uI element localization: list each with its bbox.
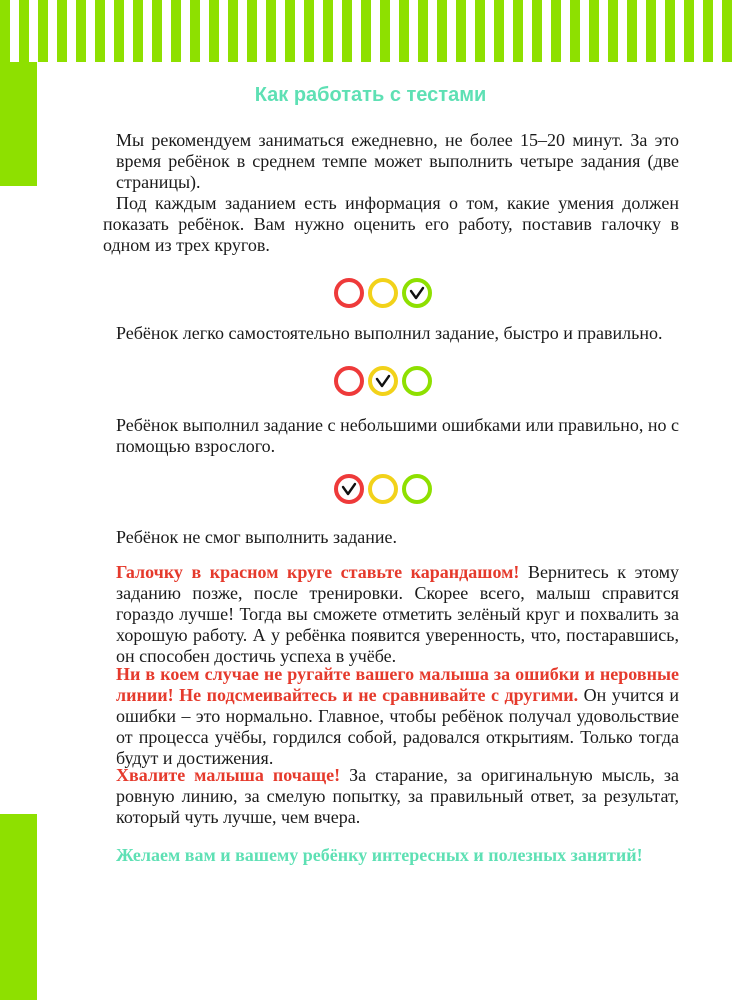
- page-title: Как работать с тестами: [254, 84, 487, 106]
- rating-description-green: Ребёнок легко самостоятельно выполнил задание, быстро и правильно.: [116, 323, 663, 343]
- green-circle-icon: [402, 366, 432, 396]
- checkmark-icon: [409, 285, 425, 301]
- checkmark-icon: [375, 373, 391, 389]
- advice-paragraph-1: [116, 562, 679, 667]
- yellow-circle-icon: [368, 366, 398, 396]
- advice-paragraph-3: [116, 765, 679, 828]
- advice-1-emphasis: Галочку в красном круге ставьте карандашом!: [116, 562, 520, 582]
- red-circle-icon: [334, 474, 364, 504]
- rating-circles-red: [334, 474, 434, 504]
- rating-circles-yellow: [334, 366, 434, 396]
- left-green-bar-top: [0, 62, 37, 186]
- red-circle-icon: [334, 278, 364, 308]
- closing-wish: Желаем вам и вашему ребёнку интересных и полезных занятий!: [116, 845, 643, 865]
- red-circle-icon: [334, 366, 364, 396]
- intro-paragraph-1: Мы рекомендуем заниматься ежедневно, не более 15–20 минут. За это время ребёнок в среднем темпе может выполнить четыре задания (две страницы).: [116, 130, 679, 192]
- green-circle-icon: [402, 474, 432, 504]
- yellow-circle-icon: [368, 278, 398, 308]
- left-green-bar-bottom: [0, 814, 37, 1000]
- rating-description-yellow: Ребёнок выполнил задание с небольшими ошибками или правильно, но с помощью взрослого.: [116, 415, 679, 456]
- advice-2-text: Он учится и ошибки – это нормально. Главное, чтобы ребёнок получал удовольствие от процесса учёбы, гордился собой, радовался открытиям. Только тогда будут и достижения.: [116, 685, 680, 768]
- yellow-circle-icon: [368, 474, 398, 504]
- rating-description-red: Ребёнок не смог выполнить задание.: [116, 527, 397, 547]
- advice-3-emphasis: Хвалите малыша почаще!: [116, 765, 341, 785]
- advice-paragraph-2: [116, 664, 679, 769]
- rating-circles-green: [334, 278, 434, 308]
- advice-1-text: Вернитесь к этому заданию позже, после тренировки. Скорее всего, малыш справится гораздо лучше! Тогда вы сможете отметить зелёный круг и похвалить за хорошую работу. А у ребёнка появится уверенность, что, постаравшись, он способен достичь успеха в учёбе.: [116, 562, 680, 666]
- top-stripe-border: [0, 0, 741, 62]
- green-circle-icon: [402, 278, 432, 308]
- checkmark-icon: [341, 481, 357, 497]
- advice-2-emphasis: Ни в коем случае не ругайте вашего малыша за ошибки и неровные линии! Не подсмеивайтесь и не сравнивайте с другими.: [116, 664, 679, 705]
- advice-3-text: За старание, за оригинальную мысль, за ровную линию, за смелую попытку, за правильный ответ, за результат, который чуть лучше, чем вчера.: [116, 765, 680, 827]
- intro-paragraph-2: Под каждым заданием есть информация о том, какие умения должен показать ребёнок. Вам нужно оценить его работу, поставив галочку в одном из трех кругов.: [103, 193, 679, 255]
